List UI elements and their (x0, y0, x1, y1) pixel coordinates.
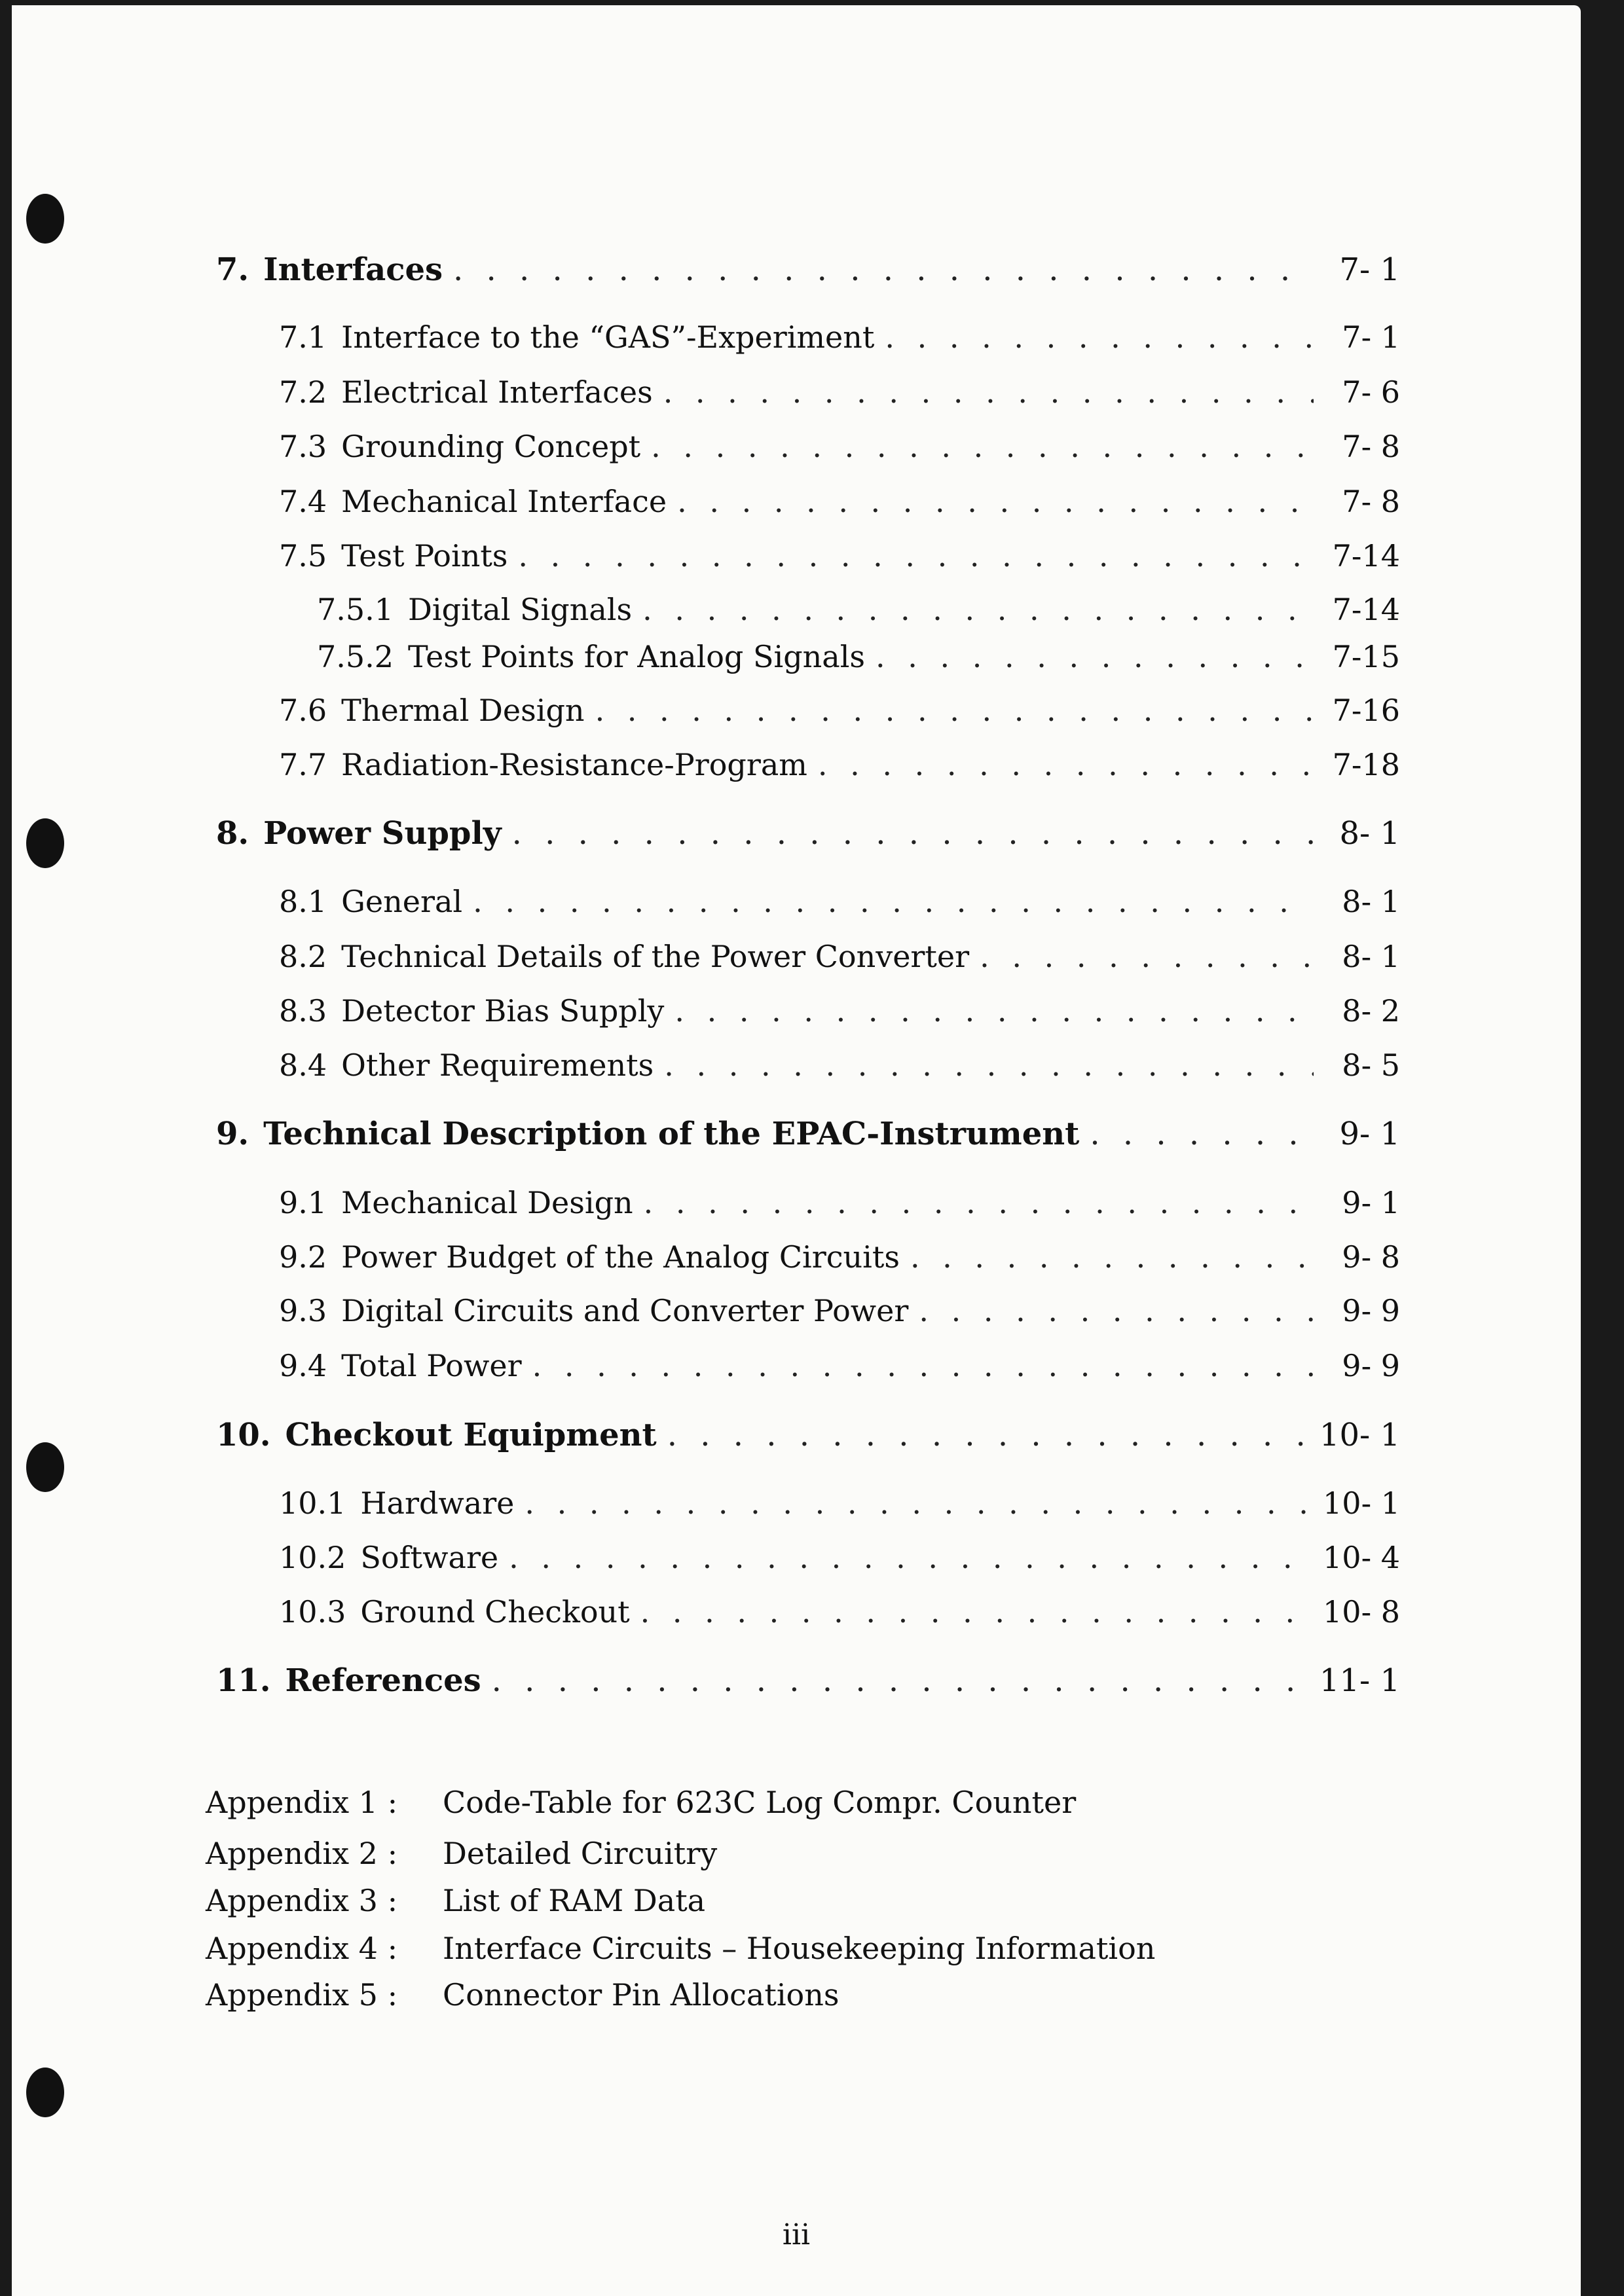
toc-number: 8. (216, 815, 249, 852)
appendix-title: Connector Pin Allocations (443, 1977, 840, 2013)
toc-page-number: 10- 1 (1323, 1485, 1400, 1521)
toc-section (279, 886, 1400, 917)
toc-section (279, 993, 1400, 1029)
toc-chapter (216, 815, 1400, 852)
appendix-title: Code-Table for 623C Log Compr. Counter (443, 1785, 1077, 1820)
toc-page-number: 7-14 (1332, 538, 1400, 574)
dot-leader (518, 541, 1314, 571)
dot-leader (492, 1665, 1305, 1696)
toc-number: 7. (216, 251, 249, 288)
toc-number: 9.2 (279, 1239, 327, 1275)
appendix-title: Detailed Circuitry (443, 1836, 718, 1871)
toc-title: Other Requirements (341, 1048, 654, 1083)
document-page (12, 5, 1581, 2296)
toc-page-number: 7- 1 (1342, 319, 1400, 355)
toc-number: 10. (216, 1417, 271, 1453)
toc-title: Ground Checkout (360, 1594, 630, 1630)
appendix-item (206, 1785, 1077, 1820)
toc-title: Interface to the “GAS”-Experiment (341, 319, 875, 355)
toc-number: 9. (216, 1116, 249, 1152)
toc-section (279, 1293, 1400, 1328)
toc-title: Total Power (341, 1348, 522, 1383)
toc-chapter (216, 1118, 1400, 1150)
dot-leader (980, 941, 1314, 972)
toc-number: 9.3 (279, 1293, 327, 1328)
toc-page-number: 8- 5 (1342, 1048, 1400, 1083)
appendix-title: Interface Circuits – Housekeeping Information (443, 1931, 1156, 1966)
toc-page-number: 7-18 (1332, 747, 1400, 782)
toc-page-number: 8- 1 (1339, 815, 1400, 852)
toc-section (279, 374, 1400, 410)
toc-number: 8.4 (279, 1048, 327, 1083)
toc-title: Test Points (341, 538, 508, 574)
dot-leader (473, 886, 1314, 917)
toc-page-number: 10- 8 (1323, 1594, 1400, 1630)
toc-title: Electrical Interfaces (341, 374, 653, 410)
dot-leader (667, 1419, 1305, 1451)
toc-number: 7.6 (279, 693, 327, 728)
toc-number: 9.4 (279, 1348, 327, 1383)
appendix-title: List of RAM Data (443, 1883, 706, 1918)
toc-page-number: 9- 9 (1342, 1293, 1400, 1328)
toc-page-number: 9- 8 (1342, 1239, 1400, 1275)
toc-section (279, 693, 1400, 728)
toc-number: 7.3 (279, 429, 327, 464)
toc-number: 7.1 (279, 319, 327, 355)
dot-leader (651, 431, 1314, 462)
toc-page-number: 10- 1 (1319, 1417, 1400, 1453)
dot-leader (818, 750, 1314, 780)
toc-section (279, 1485, 1400, 1521)
dot-leader (919, 1296, 1314, 1326)
dot-leader (640, 1597, 1308, 1627)
toc-page-number: 8- 1 (1342, 884, 1400, 919)
toc-title: Digital Circuits and Converter Power (341, 1293, 909, 1328)
toc-page-number: 8- 2 (1342, 993, 1400, 1029)
toc-page-number: 9- 9 (1342, 1348, 1400, 1383)
toc-section (279, 1239, 1400, 1275)
toc-page-number: 7- 6 (1342, 374, 1400, 410)
toc-section (317, 594, 1400, 625)
toc-title: Checkout Equipment (285, 1417, 657, 1453)
appendix-label: Appendix 3 : (206, 1883, 398, 1918)
toc-title: Mechanical Interface (341, 484, 667, 519)
toc-title: Hardware (360, 1485, 515, 1521)
toc-page-number: 8- 1 (1342, 939, 1400, 974)
toc-number: 7.4 (279, 484, 327, 519)
appendix-item (206, 1977, 840, 2013)
dot-leader (677, 486, 1314, 517)
toc-section (279, 486, 1400, 517)
toc-number: 7.7 (279, 747, 327, 782)
toc-number: 7.2 (279, 374, 327, 410)
dot-leader (663, 377, 1314, 407)
toc-section (279, 1542, 1400, 1573)
appendix-label: Appendix 1 : (206, 1785, 398, 1820)
toc-number: 11. (216, 1662, 271, 1699)
toc-title: Technical Details of the Power Converter (341, 939, 970, 974)
toc-section (279, 431, 1400, 462)
toc-number: 8.3 (279, 993, 327, 1029)
toc-title: General (341, 884, 463, 919)
toc-number: 10.3 (279, 1594, 346, 1630)
toc-title: Radiation-Resistance-Program (341, 747, 807, 782)
toc-number: 10.1 (279, 1485, 346, 1521)
dot-leader (532, 1351, 1314, 1381)
dot-leader (885, 322, 1314, 352)
appendix-label: Appendix 4 : (206, 1931, 398, 1966)
toc-title: Power Budget of the Analog Circuits (341, 1239, 900, 1275)
toc-number: 7.5.2 (317, 639, 394, 674)
toc-section (279, 1185, 1400, 1220)
toc-section (279, 1048, 1400, 1083)
toc-page-number: 7- 8 (1342, 429, 1400, 464)
toc-page-number: 7- 1 (1339, 251, 1400, 288)
toc-page-number: 11- 1 (1319, 1662, 1400, 1699)
toc-page-number: 7-15 (1332, 639, 1400, 674)
toc-section (279, 538, 1400, 574)
toc-section (317, 639, 1400, 674)
toc-title: Thermal Design (341, 693, 585, 728)
dot-leader (1090, 1118, 1314, 1150)
toc-number: 7.5.1 (317, 592, 394, 627)
toc-number: 9.1 (279, 1185, 327, 1220)
toc-section (279, 1594, 1400, 1630)
toc-page-number: 7-14 (1332, 592, 1400, 627)
toc-chapter (216, 1419, 1400, 1451)
toc-title: Digital Signals (408, 592, 633, 627)
dot-leader (595, 695, 1314, 725)
dot-leader (509, 1542, 1308, 1573)
toc-page-number: 10- 4 (1323, 1540, 1400, 1575)
appendix-item (206, 1836, 718, 1871)
toc-title: Mechanical Design (341, 1185, 633, 1220)
toc-title: Grounding Concept (341, 429, 641, 464)
toc-title: Technical Description of the EPAC-Instrument (263, 1116, 1080, 1152)
toc-title: Detector Bias Supply (341, 993, 665, 1029)
toc-number: 8.1 (279, 884, 327, 919)
dot-leader (910, 1242, 1314, 1272)
appendix-label: Appendix 2 : (206, 1836, 398, 1871)
page-number: iii (782, 2218, 811, 2251)
toc-section (279, 319, 1400, 355)
toc-number: 7.5 (279, 538, 327, 574)
toc-title: References (285, 1662, 481, 1699)
dot-leader (512, 818, 1314, 849)
toc-number: 8.2 (279, 939, 327, 974)
dot-leader (644, 1188, 1314, 1218)
toc-page-number: 7- 8 (1342, 484, 1400, 519)
toc-title: Test Points for Analog Signals (408, 639, 866, 674)
appendix-label: Appendix 5 : (206, 1977, 398, 2013)
dot-leader (525, 1488, 1308, 1518)
dot-leader (642, 594, 1314, 625)
toc-chapter (216, 1662, 1400, 1699)
toc-section (279, 941, 1400, 972)
toc-chapter (216, 251, 1400, 288)
toc-page-number: 9- 1 (1339, 1116, 1400, 1152)
dot-leader (876, 642, 1314, 672)
toc-section (279, 747, 1400, 782)
toc-number: 10.2 (279, 1540, 346, 1575)
toc-title: Software (360, 1540, 499, 1575)
toc-page-number: 9- 1 (1342, 1185, 1400, 1220)
toc-title: Interfaces (263, 251, 443, 288)
toc-title: Power Supply (263, 815, 502, 852)
appendix-item (206, 1931, 1156, 1966)
dot-leader (674, 996, 1314, 1026)
toc-page-number: 7-16 (1332, 693, 1400, 728)
dot-leader (453, 254, 1314, 285)
dot-leader (664, 1050, 1314, 1080)
appendix-item (206, 1883, 706, 1918)
toc-section (279, 1348, 1400, 1383)
